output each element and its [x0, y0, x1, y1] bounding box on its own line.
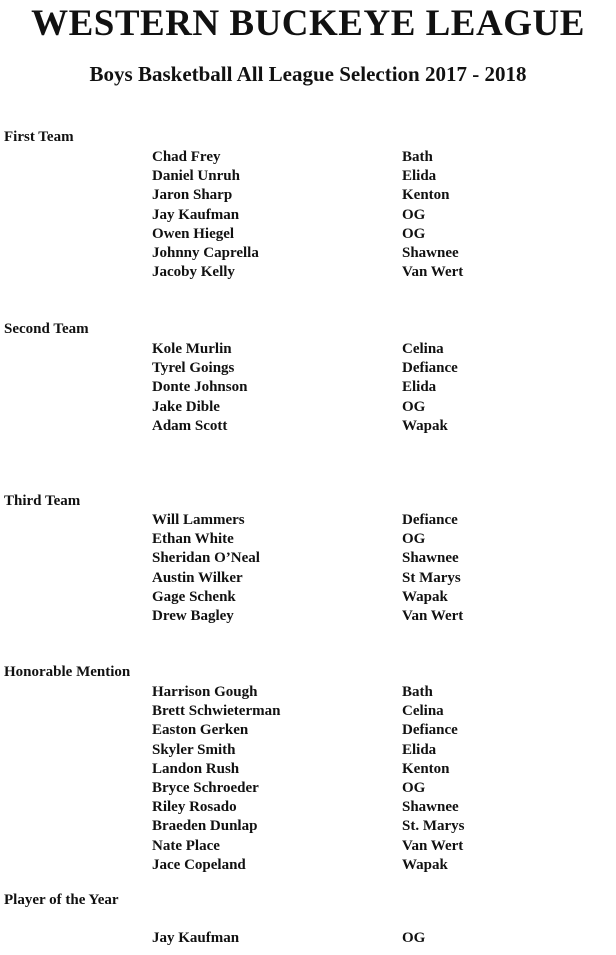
player-school: OG — [402, 206, 426, 223]
honorable-mention-list — [0, 683, 616, 875]
player-name: Braeden Dunlap — [152, 818, 258, 835]
section-label-first-team: First Team — [4, 129, 74, 145]
player-row — [0, 148, 616, 167]
section-label-third-team: Third Team — [4, 493, 81, 509]
player-name: Harrison Gough — [152, 684, 258, 700]
first-team-list — [0, 148, 616, 282]
second-team-list — [0, 340, 616, 436]
player-row — [0, 186, 616, 205]
player-name: Adam Scott — [152, 417, 228, 434]
player-name: Drew Bagley — [152, 607, 234, 624]
player-school: OG — [402, 779, 426, 796]
player-school: Elida — [402, 379, 437, 396]
player-row — [0, 607, 616, 626]
player-name: Gage Schenk — [152, 588, 236, 605]
player-row — [0, 263, 616, 282]
player-name: Jake Dible — [152, 398, 220, 415]
player-name: Bryce Schroeder — [152, 779, 259, 796]
player-name: Brett Schwieterman — [152, 703, 281, 720]
player-row — [0, 569, 616, 588]
player-name: Kole Murlin — [152, 341, 232, 357]
player-row — [0, 511, 616, 530]
player-row — [0, 167, 616, 186]
player-school: Kenton — [402, 187, 450, 204]
player-school: Bath — [402, 149, 433, 165]
player-school: Van Wert — [402, 264, 464, 281]
player-row — [0, 417, 616, 436]
player-row — [0, 359, 616, 378]
player-name: Owen Hiegel — [152, 225, 235, 242]
player-name: Jacoby Kelly — [152, 264, 235, 281]
player-row — [0, 206, 616, 225]
player-school: St Marys — [402, 569, 461, 586]
player-school: Shawnee — [402, 550, 459, 567]
player-school: OG — [402, 225, 426, 242]
player-name: Austin Wilker — [152, 569, 243, 586]
section-label-second-team: Second Team — [4, 321, 89, 337]
player-name: Daniel Unruh — [152, 168, 240, 185]
player-name: Ethan White — [152, 531, 234, 548]
player-row — [0, 683, 616, 702]
player-name: Tyrel Goings — [152, 360, 235, 377]
player-school: Celina — [402, 341, 444, 357]
player-school: Van Wert — [402, 837, 464, 854]
player-row — [0, 721, 616, 740]
player-row — [0, 244, 616, 263]
player-school: Celina — [402, 703, 444, 720]
player-name: Jaron Sharp — [152, 187, 233, 204]
player-school: Elida — [402, 168, 437, 185]
player-name: Sheridan O’Neal — [152, 550, 260, 567]
player-name: Chad Frey — [152, 149, 221, 165]
player-row — [0, 929, 616, 948]
player-row — [0, 702, 616, 721]
player-name: Jay Kaufman — [152, 206, 240, 223]
player-row — [0, 837, 616, 856]
player-school: Wapak — [402, 856, 448, 873]
player-name: Johnny Caprella — [152, 244, 259, 261]
player-name: Will Lammers — [152, 512, 245, 528]
player-school: Defiance — [402, 512, 458, 528]
player-row — [0, 378, 616, 397]
player-school: Defiance — [402, 722, 458, 739]
section-label-honorable-mention: Honorable Mention — [4, 664, 131, 680]
player-school: Shawnee — [402, 799, 459, 816]
player-school: Van Wert — [402, 607, 464, 624]
player-of-the-year-list — [0, 929, 616, 948]
player-name: Skyler Smith — [152, 741, 236, 758]
player-name: Nate Place — [152, 837, 220, 854]
third-team-list — [0, 511, 616, 626]
player-row — [0, 741, 616, 760]
player-school: Kenton — [402, 760, 450, 777]
player-school: Wapak — [402, 417, 448, 434]
player-row — [0, 779, 616, 798]
player-row — [0, 856, 616, 875]
player-school: Shawnee — [402, 244, 459, 261]
player-school: Wapak — [402, 588, 448, 605]
player-school: St. Marys — [402, 818, 465, 835]
league-title: WESTERN BUCKEYE LEAGUE — [31, 3, 585, 44]
player-row — [0, 817, 616, 836]
player-school: OG — [402, 531, 426, 548]
player-row — [0, 398, 616, 417]
player-school: Bath — [402, 684, 433, 700]
player-row — [0, 549, 616, 568]
player-name: Donte Johnson — [152, 379, 248, 396]
player-row — [0, 340, 616, 359]
player-school: Defiance — [402, 360, 458, 377]
section-label-player-of-the-year: Player of the Year — [4, 892, 119, 908]
player-row — [0, 530, 616, 549]
player-row — [0, 760, 616, 779]
player-name: Jay Kaufman — [152, 930, 240, 946]
player-name: Landon Rush — [152, 760, 240, 777]
player-school: Elida — [402, 741, 437, 758]
selection-subtitle: Boys Basketball All League Selection 2017 - 2018 — [89, 62, 527, 86]
player-row — [0, 798, 616, 817]
player-school: OG — [402, 930, 426, 946]
player-name: Riley Rosado — [152, 799, 237, 816]
player-row — [0, 225, 616, 244]
player-row — [0, 588, 616, 607]
player-school: OG — [402, 398, 426, 415]
player-name: Jace Copeland — [152, 856, 246, 873]
player-name: Easton Gerken — [152, 722, 249, 739]
